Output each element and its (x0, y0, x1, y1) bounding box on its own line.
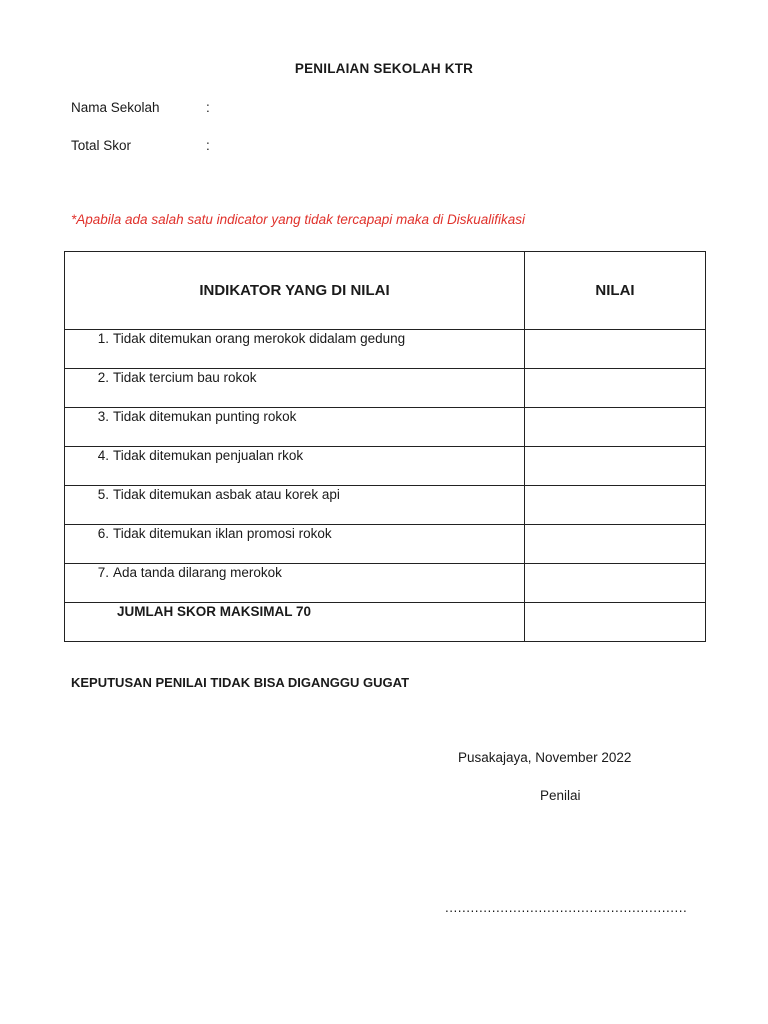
indicator-cell (65, 330, 525, 369)
indicator-text: Tidak ditemukan punting rokok (113, 409, 297, 424)
place-date: Pusakajaya, November 2022 (458, 750, 632, 765)
field-label: Nama Sekolah (71, 100, 160, 115)
indicator-cell (65, 525, 525, 564)
header-score: NILAI (525, 252, 706, 330)
indicator-text: Tidak tercium bau rokok (113, 370, 257, 385)
indicator-text: Tidak ditemukan asbak atau korek api (113, 487, 340, 502)
table-row (65, 525, 706, 564)
indicator-text: Ada tanda dilarang merokok (113, 565, 282, 580)
table-row (65, 564, 706, 603)
score-cell[interactable] (525, 525, 706, 564)
table-row (65, 447, 706, 486)
score-cell[interactable] (525, 486, 706, 525)
row-number: 7. (97, 565, 109, 580)
total-label-cell (65, 603, 525, 642)
row-number: 2. (97, 370, 109, 385)
table-header-row (65, 252, 706, 330)
document-title: PENILAIAN SEKOLAH KTR (294, 61, 474, 76)
row-number: 1. (97, 331, 109, 346)
row-number: 3. (97, 409, 109, 424)
header-indicator: INDIKATOR YANG DI NILAI (65, 252, 525, 330)
table-row (65, 330, 706, 369)
table-total-row (65, 603, 706, 642)
indicator-cell (65, 447, 525, 486)
row-number: 6. (97, 526, 109, 541)
indicator-text: Tidak ditemukan orang merokok didalam gedung (113, 331, 406, 346)
score-cell[interactable] (525, 408, 706, 447)
table-row (65, 408, 706, 447)
score-cell[interactable] (525, 330, 706, 369)
table-row (65, 369, 706, 408)
indicator-table (64, 251, 706, 642)
field-separator: : (206, 138, 210, 153)
field-label: Total Skor (71, 138, 132, 153)
table-row (65, 486, 706, 525)
row-number: 4. (97, 448, 109, 463)
indicator-text: Tidak ditemukan iklan promosi rokok (113, 526, 332, 541)
indicator-cell (65, 564, 525, 603)
score-cell[interactable] (525, 564, 706, 603)
field-total-score (71, 138, 210, 153)
indicator-cell (65, 486, 525, 525)
indicator-text: Tidak ditemukan penjualan rkok (113, 448, 304, 463)
signer-role: Penilai (540, 788, 581, 803)
signature-line: ......................................................... (445, 900, 688, 915)
row-number: 5. (97, 487, 109, 502)
total-label: JUMLAH SKOR MAKSIMAL 70 (117, 604, 312, 619)
decision-statement: KEPUTUSAN PENILAI TIDAK BISA DIGANGGU GUGAT (71, 675, 410, 690)
score-cell[interactable] (525, 447, 706, 486)
disqualification-note: *Apabila ada salah satu indicator yang tidak tercapapi maka di Diskualifikasi (71, 212, 526, 227)
indicator-cell (65, 369, 525, 408)
indicator-cell (65, 408, 525, 447)
score-cell[interactable] (525, 369, 706, 408)
field-school-name (71, 100, 210, 115)
field-separator: : (206, 100, 210, 115)
total-score-cell[interactable] (525, 603, 706, 642)
